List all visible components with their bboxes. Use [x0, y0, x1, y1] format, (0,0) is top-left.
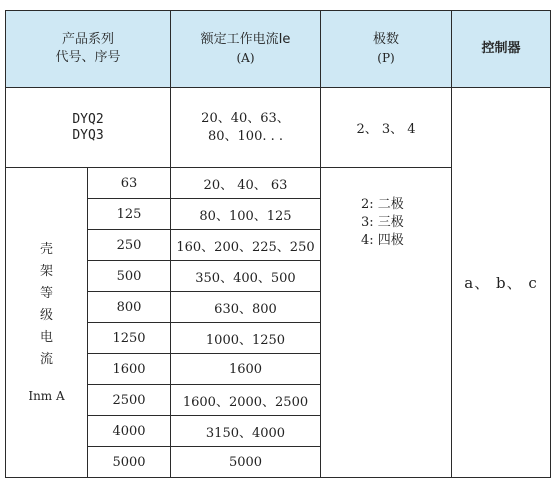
header-controller: 控制器 [452, 11, 551, 88]
rated-currents: 3150、4000 [171, 416, 321, 447]
series-poles: 2、 3、 4 [321, 88, 452, 168]
header-rated-current: 额定工作电流Ie (A) [171, 11, 321, 88]
rated-currents: 350、400、500 [171, 261, 321, 292]
rated-currents: 80、100、125 [171, 199, 321, 230]
frame-value: 63 [88, 168, 171, 199]
header-poles: 极数 (P) [321, 11, 452, 88]
pole-options: 2: 二极 3: 三极 4: 四极 [321, 168, 452, 478]
series-row [6, 88, 551, 168]
header-product-series: 产品系列 代号、序号 [6, 11, 171, 88]
controller-cell: a、 b、 c [452, 88, 551, 478]
rated-currents: 1600 [171, 354, 321, 385]
frame-value: 1600 [88, 354, 171, 385]
rated-currents: 630、800 [171, 292, 321, 323]
rated-currents: 20、 40、 63 [171, 168, 321, 199]
rated-currents: 1600、2000、2500 [171, 385, 321, 416]
rated-currents: 5000 [171, 447, 321, 478]
series-codes: DYQ2 DYQ3 [6, 88, 171, 168]
rated-currents: 1000、1250 [171, 323, 321, 354]
frame-value: 125 [88, 199, 171, 230]
spec-table [5, 10, 551, 478]
frame-value: 800 [88, 292, 171, 323]
series-currents: 20、40、63、 80、100. . . [171, 88, 321, 168]
frame-value: 1250 [88, 323, 171, 354]
frame-value: 250 [88, 230, 171, 261]
frame-value: 5000 [88, 447, 171, 478]
frame-value: 4000 [88, 416, 171, 447]
frame-value: 2500 [88, 385, 171, 416]
frame-current-label: 壳 架 等 级 电 流 Inm A [6, 168, 88, 478]
frame-value: 500 [88, 261, 171, 292]
header-row [6, 11, 551, 88]
rated-currents: 160、200、225、250 [171, 230, 321, 261]
